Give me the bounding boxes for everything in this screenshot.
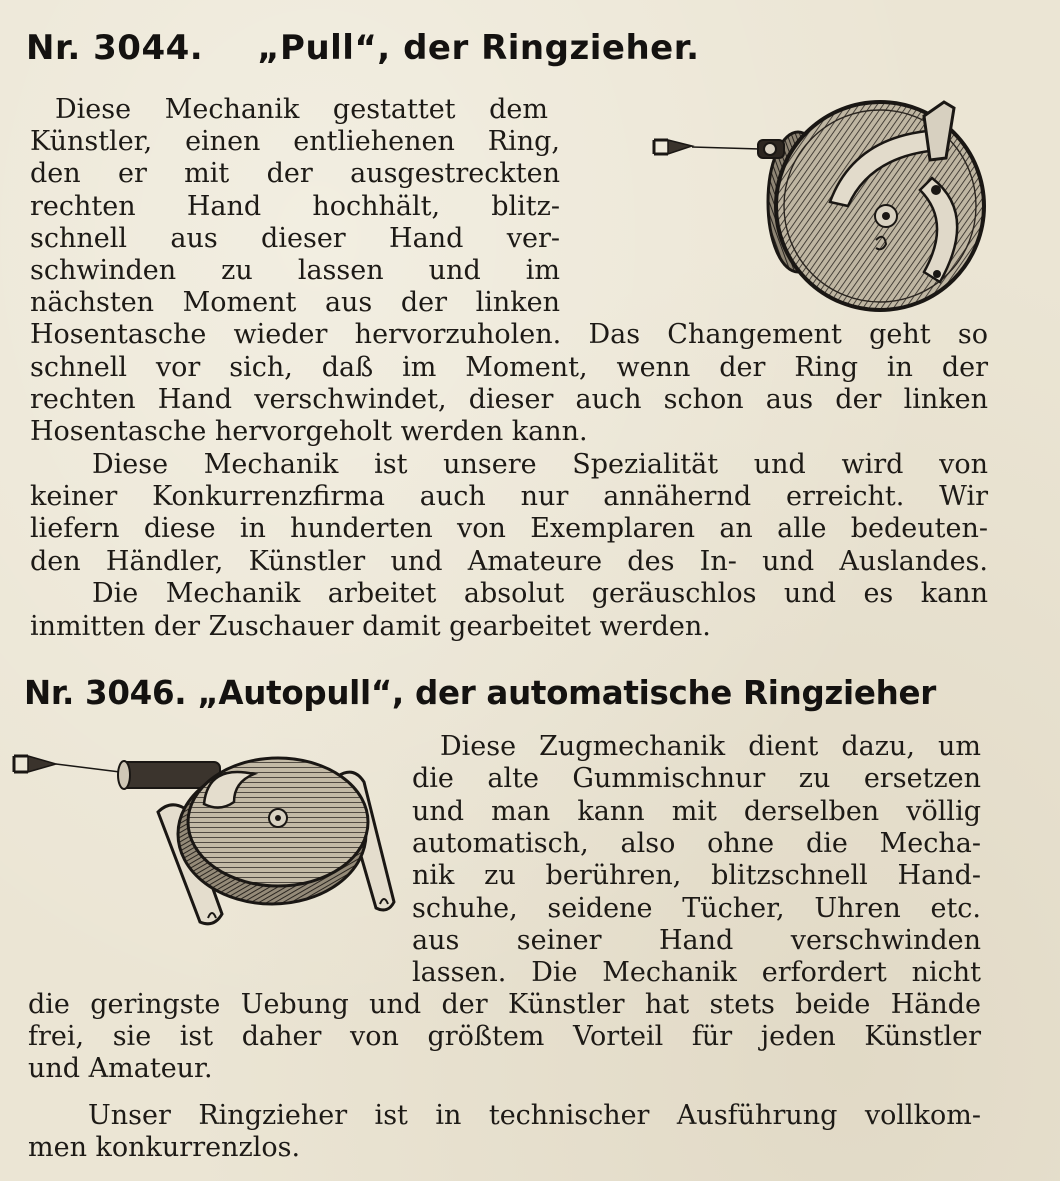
heading-nr-3046: Nr. 3046. „Autopull“, der automatische Ringzieher — [24, 674, 936, 712]
text-line: die alte Gummischnur zu ersetzen — [412, 763, 981, 794]
automatic-ring-puller-illustration — [8, 742, 408, 930]
text-line: den er mit der ausgestreckten — [30, 158, 560, 189]
heading-nr-3044 — [26, 28, 700, 68]
text-line: liefern diese in hunderten von Exemplaren an alle bedeuten- — [30, 513, 988, 544]
text-line: die geringste Uebung und der Künstler hat stets beide Hände — [28, 989, 981, 1020]
text-line: Hosentasche hervorgeholt werden kann. — [30, 416, 588, 447]
text-line: Unser Ringzieher ist in technischer Ausführung vollkom- — [88, 1100, 981, 1131]
text-line: nächsten Moment aus der linken — [30, 287, 560, 318]
text-line: frei, sie ist daher von größtem Vorteil für jeden Künstler — [28, 1021, 981, 1052]
text-line: Diese Mechanik ist unsere Spezialität und wird von — [92, 449, 988, 480]
text-line: Hosentasche wieder hervorzuholen. Das Changement geht so — [30, 319, 988, 350]
text-line: schwinden zu lassen und im — [30, 255, 560, 286]
text-line: schuhe, seidene Tücher, Uhren etc. — [412, 893, 981, 924]
text-line: automatisch, also ohne die Mecha- — [412, 828, 981, 859]
text-line: aus seiner Hand verschwinden — [412, 925, 981, 956]
text-line: Diese Mechanik gestattet dem — [55, 94, 548, 125]
text-line: schnell vor sich, daß im Moment, wenn der Ring in der — [30, 352, 988, 383]
text-line: Künstler, einen entliehenen Ring, — [30, 126, 560, 157]
text-line: inmitten der Zuschauer damit gearbeitet werden. — [30, 611, 711, 642]
text-line: Die Mechanik arbeitet absolut geräuschlos und es kann — [92, 578, 988, 609]
text-line: lassen. Die Mechanik erfordert nicht — [412, 957, 981, 988]
text-line: nik zu berühren, blitzschnell Hand- — [412, 860, 981, 891]
text-line: schnell aus dieser Hand ver- — [30, 223, 560, 254]
heading-3044-number: Nr. 3044. — [26, 28, 204, 68]
text-line: men konkurrenzlos. — [28, 1132, 301, 1163]
text-line: den Händler, Künstler und Amateure des In- und Auslandes. — [30, 546, 988, 577]
text-line: und man kann mit derselben völlig — [412, 796, 981, 827]
ring-puller-reel-illustration — [640, 94, 990, 312]
text-line: rechten Hand verschwindet, dieser auch schon aus der linken — [30, 384, 988, 415]
text-line: keiner Konkurrenzfirma auch nur annähernd erreicht. Wir — [30, 481, 988, 512]
text-line: und Amateur. — [28, 1053, 213, 1084]
heading-3044-name: „Pull“, der Ringzieher. — [257, 28, 700, 68]
text-line: Diese Zugmechanik dient dazu, um — [440, 731, 981, 762]
text-line: rechten Hand hochhält, blitz- — [30, 191, 560, 222]
